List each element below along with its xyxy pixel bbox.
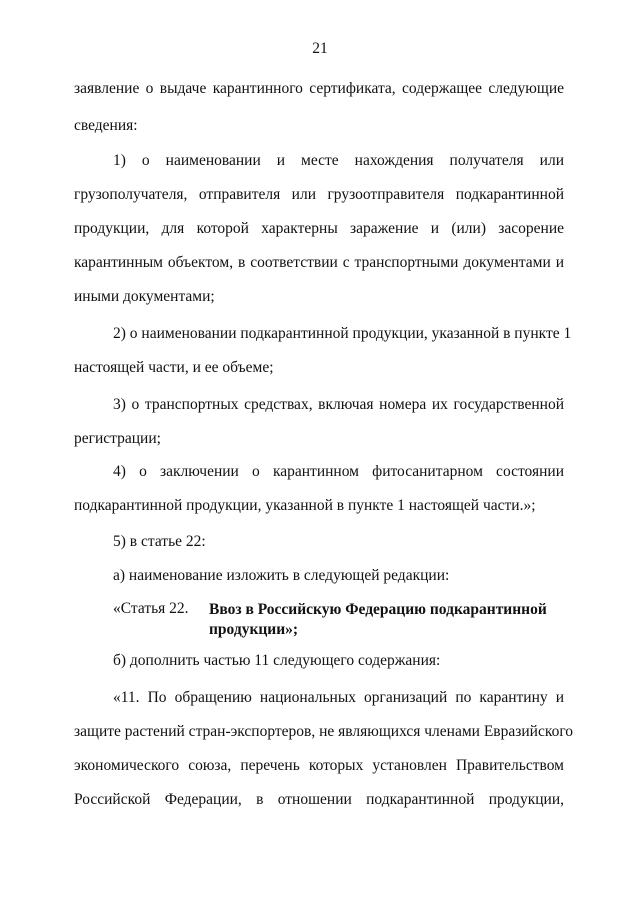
text-line: продукции, для которой характерны заражение и (или) засорение [74,220,564,237]
article-title-bold: Ввоз в Российскую Федерацию подкарантинной продукции [209,601,547,638]
text-line: Российской Федерации, в отношении подкарантинной продукции, [74,791,564,808]
text-line: экономического союза, перечень которых установлен Правительством [74,757,564,774]
text-line: а) наименование изложить в следующей редакции: [113,567,450,584]
text-line: подкарантинной продукции, указанной в пункте 1 настоящей части.»; [74,497,536,514]
article-title [209,600,569,640]
text-line: сведения: [74,117,138,134]
text-line: 1) о наименовании и месте нахождения получателя или [113,152,564,169]
text-line: 5) в статье 22: [113,533,206,550]
text-line: иными документами; [74,288,215,305]
text-line: регистрации; [74,430,161,447]
text-line: «11. По обращению национальных организаций по карантину и [113,689,564,706]
text-line: заявление о выдаче карантинного сертификата, содержащее следующие [74,80,564,97]
text-line: 4) о заключении о карантинном фитосанитарном состоянии [113,463,564,480]
text-line: защите растений стран-экспортеров, не являющихся членами Евразийского [74,723,574,740]
text-line: 2) о наименовании подкарантинной продукции, указанной в пункте 1 [113,325,572,342]
text-line: настоящей части, и ее объеме; [74,359,274,376]
page-number: 21 [312,40,328,57]
article-title-tail: »; [285,621,299,638]
article-label: «Статья 22. [113,600,189,617]
text-line: карантинным объектом, в соответствии с транспортными документами и [74,254,564,271]
text-line: б) дополнить частью 11 следующего содержания: [113,652,441,669]
text-line: 3) о транспортных средствах, включая номера их государственной [113,396,564,413]
text-line: грузополучателя, отправителя или грузоотправителя подкарантинной [74,186,564,203]
